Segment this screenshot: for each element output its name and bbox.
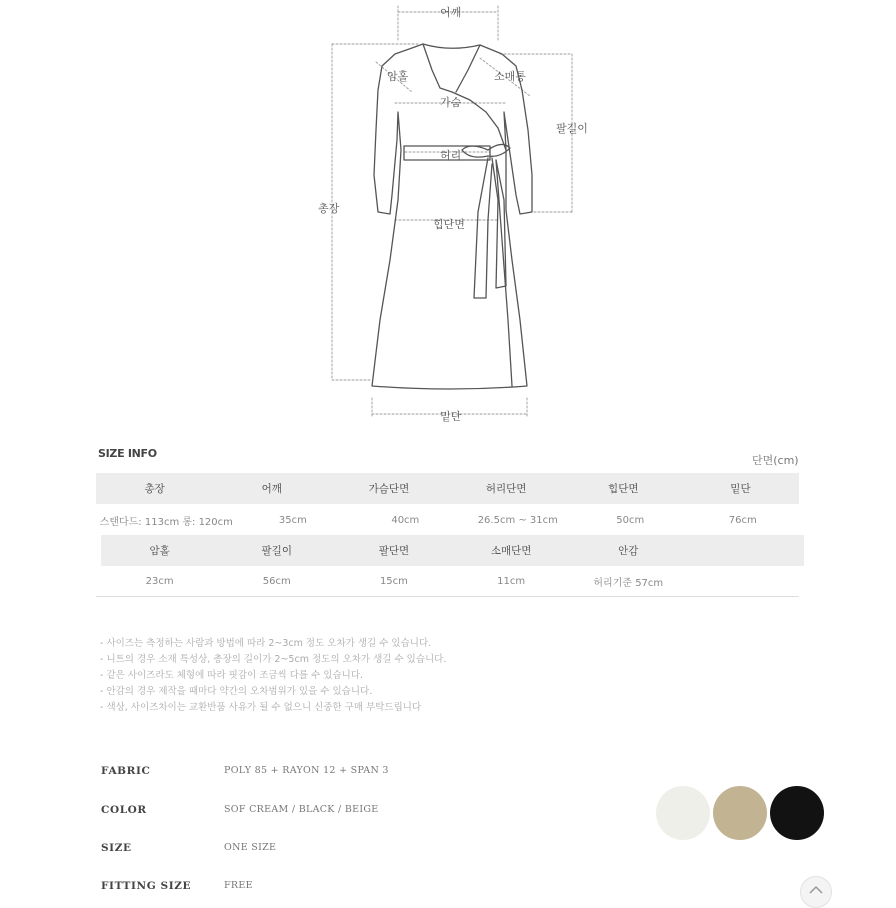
table1-value-cell: 40cm (391, 514, 420, 526)
swatch-beige (713, 786, 767, 840)
table1-value-cell: 26.5cm ~ 31cm (477, 514, 558, 526)
table2-header-cell: 안감 (618, 545, 639, 557)
table1-header-cell: 어깨 (261, 483, 282, 495)
table2-value-cell: 56cm (262, 575, 291, 587)
spec-label-size: SIZE (101, 842, 132, 854)
table-bottom-divider (96, 596, 799, 597)
table2-value-cell: 허리기준 57cm (593, 577, 664, 589)
label-waist: 허리 (440, 149, 462, 162)
label-total-length: 총장 (318, 202, 340, 215)
table2-header-cell: 팔길이 (261, 545, 292, 557)
table1-header-cell: 밑단 (730, 483, 751, 495)
table1-value-cell: 50cm (616, 514, 645, 526)
label-sleeve-length: 팔길이 (556, 122, 588, 135)
spec-label-fabric: FABRIC (101, 765, 151, 777)
spec-label-color: COLOR (101, 804, 147, 816)
table1-value-row (96, 506, 799, 534)
label-shoulder: 어깨 (440, 6, 462, 19)
note-line: - 사이즈는 측정하는 사람과 방법에 따라 2~3cm 정도 오차가 생길 수 있습니다. (100, 638, 432, 649)
size-notes (100, 636, 446, 716)
spec-value-fitting-size: FREE (224, 880, 253, 891)
label-sleeve-width: 소매통 (494, 70, 526, 83)
note-line: - 같은 사이즈라도 체형에 따라 핏감이 조금씩 다를 수 있습니다. (100, 670, 364, 681)
spec-value-size: ONE SIZE (224, 842, 277, 853)
table1-header-cell: 힙단면 (608, 483, 639, 495)
table2-value-cell: 15cm (379, 575, 408, 587)
label-hip: 힙단면 (433, 218, 465, 231)
scroll-top-button[interactable] (800, 876, 832, 908)
table1-header-cell: 총장 (144, 483, 165, 495)
table1-value-cell: 스탠다드: 113cm 롱: 120cm (99, 516, 233, 528)
spec-value-color: SOF CREAM / BLACK / BEIGE (224, 804, 379, 815)
table1-header-cell: 가슴단면 (368, 483, 410, 495)
table1-header-row (96, 473, 799, 504)
table2-header-row (101, 535, 804, 566)
table2-header-cell: 암홀 (149, 545, 170, 557)
table1-header-cell: 허리단면 (485, 483, 527, 495)
label-armhole: 암홀 (387, 70, 409, 83)
table2-header-cell: 소매단면 (490, 545, 532, 557)
size-info-title: SIZE INFO (98, 447, 157, 460)
table2-value-cell: 23cm (145, 575, 174, 587)
dress-measurement-diagram (0, 0, 896, 430)
note-line: - 색상, 사이즈차이는 교환반품 사유가 될 수 없으니 신중한 구매 부탁드립니다 (100, 702, 422, 713)
swatch-sof-cream (656, 786, 710, 840)
label-hem: 밑단 (440, 410, 462, 423)
note-line: - 안감의 경우 제작을 때마다 약간의 오차범위가 있을 수 있습니다. (100, 686, 373, 697)
table2-header-cell: 팔단면 (378, 545, 410, 557)
dress-outline-drawing (0, 0, 896, 430)
table1-value-cell: 35cm (278, 514, 307, 526)
note-line: - 니트의 경우 소재 특성상, 총장의 길이가 2~5cm 정도의 오차가 생길 수 있습니다. (100, 654, 447, 665)
swatch-black (770, 786, 824, 840)
table2-value-row (101, 567, 804, 595)
table1-value-cell: 76cm (728, 514, 757, 526)
table2-value-cell: 11cm (497, 575, 526, 587)
spec-value-fabric: POLY 85 + RAYON 12 + SPAN 3 (224, 765, 389, 776)
label-chest: 가슴 (440, 96, 462, 109)
size-unit-label: 단면(cm) (752, 454, 799, 467)
chevron-up-icon (801, 879, 831, 899)
spec-label-fitting-size: FITTING SIZE (101, 880, 192, 892)
